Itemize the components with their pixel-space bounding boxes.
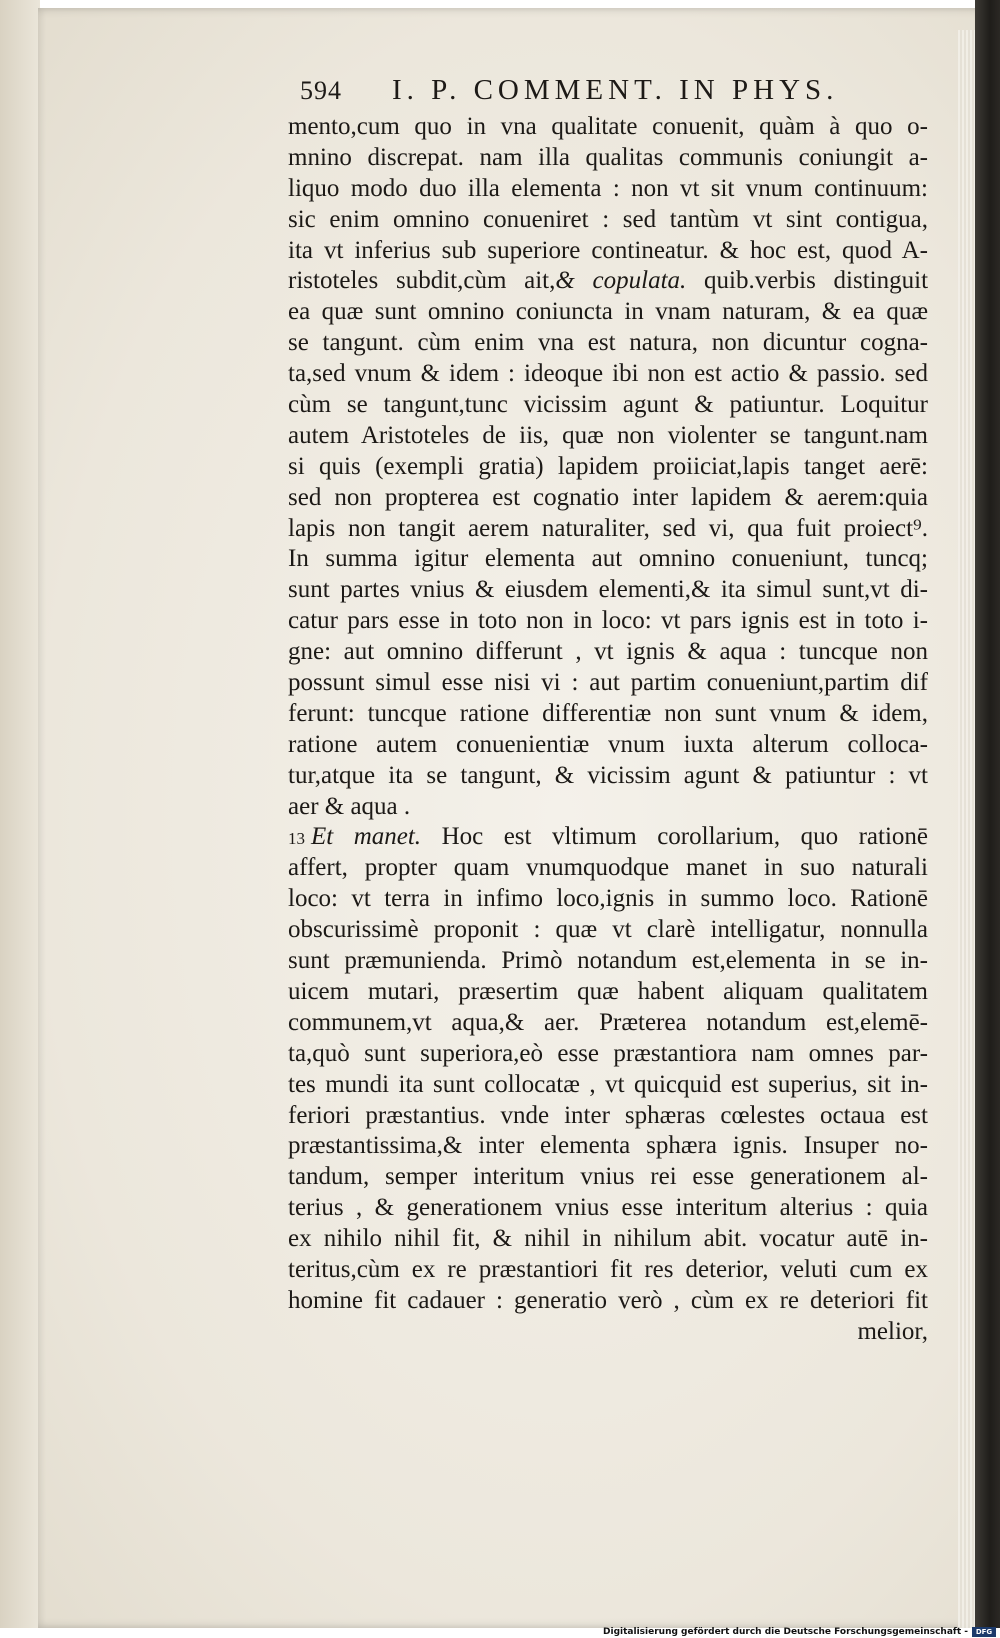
text-line: sunt præmunienda. Primò notandum est,elementa in se in- — [288, 947, 928, 975]
book-binding-edge — [975, 0, 1000, 1632]
text-line: sic enim omnino conueniret : sed tantùm vt sint contigua, — [288, 205, 928, 233]
text-line-with-lemma — [288, 822, 928, 853]
text-line: possunt simul esse nisi vi : aut partim conueniunt,partim dif — [288, 669, 928, 697]
text-line: cùm se tangunt,tunc vicissim agunt & patiuntur. Loquitur — [288, 391, 928, 419]
funding-credit: Digitalisierung gefördert durch die Deutsche Forschungsgemeinschaft - — [603, 1627, 968, 1637]
text-line: ita vt inferius sub superiore contineatur. & hoc est, quod A- — [288, 236, 928, 264]
text-line: teritus,cùm ex re præstantiori fit res deterior, veluti cum ex — [288, 1255, 928, 1283]
text-line: homine fit cadauer : generatio verò , cùm ex re deteriori fit — [288, 1286, 928, 1314]
text-line: In summa igitur elementa aut omnino conueniunt, tuncq; — [288, 545, 928, 573]
running-title: I. P. COMMENT. IN PHYS. — [392, 74, 839, 106]
text-line: ta,quò sunt superiora,eò esse præstantiora nam omnes par- — [288, 1039, 928, 1067]
text-line: sunt partes vnius & eiusdem elementi,& ita simul sunt,vt di- — [288, 576, 928, 604]
page-number: 594 — [300, 76, 342, 105]
text-line: ta,sed vnum & idem : ideoque ibi non est actio & passio. sed — [288, 360, 928, 388]
text-line: tes mundi ita sunt collocatæ , vt quicquid est superius, sit in- — [288, 1070, 928, 1098]
text-line: si quis (exempli gratia) lapidem proiiciat,lapis tanget aerē: — [288, 452, 928, 480]
text-line: ea quæ sunt omnino coniuncta in vnam naturam, & ea quæ — [288, 298, 928, 326]
text-line: præstantissima,& inter elementa sphæra ignis. Insuper no- — [288, 1132, 928, 1160]
section-number: 13 — [288, 829, 305, 849]
text-line: mento,cum quo in vna qualitate conuenit, quàm à quo o- — [288, 113, 928, 140]
quoted-lemma: & copulata. — [555, 267, 687, 295]
catchword: melior, — [857, 1317, 928, 1345]
body-text — [288, 112, 928, 1348]
text-line-part: quib.verbis distinguit — [704, 267, 929, 295]
text-line: ferunt: tuncque ratione differentiæ non sunt vnum & idem, — [288, 699, 928, 727]
text-line-part: ristoteles subdit,cùm ait, — [288, 267, 556, 295]
text-line: tur,atque ita se tangunt, & vicissim agunt & patiuntur : vt — [288, 761, 928, 789]
text-line: se tangunt. cùm enim vna est natura, non dicuntur cogna- — [288, 329, 928, 357]
text-line: ex nihilo nihil fit, & nihil in nihilum abit. vocatur autē in- — [288, 1225, 928, 1253]
dfg-logo: DFG — [972, 1627, 996, 1637]
text-line-part: Hoc est vltimum corollarium, quo rationē — [441, 823, 928, 851]
text-line: feriori præstantius. vnde inter sphæras cœlestes octaua est — [288, 1101, 928, 1129]
text-line: sed non propterea est cognatio inter lapidem & aerem:quia — [288, 483, 928, 511]
text-line: mnino discrepat. nam illa qualitas communis coniungit a- — [288, 143, 928, 171]
text-line: catur pars esse in toto non in loco: vt pars ignis est in toto i- — [288, 607, 928, 635]
text-line-with-quotation — [288, 266, 928, 297]
text-line: affert, propter quam vnumquodque manet in suo naturali — [288, 854, 928, 882]
text-line: autem Aristoteles de iis, quæ non violenter se tangunt.nam — [288, 421, 928, 449]
text-line: aer & aqua . — [288, 792, 411, 820]
text-line: lapis non tangit aerem naturaliter, sed vi, qua fuit proiect⁹. — [288, 514, 928, 542]
text-line: loco: vt terra in infimo loco,ignis in summo loco. Rationē — [288, 885, 928, 913]
running-header — [300, 74, 900, 114]
left-margin-shadow — [0, 0, 40, 1632]
text-line: obscurissimè proponit : quæ vt clarè intelligatur, nonnulla — [288, 916, 928, 944]
section-lemma: Et manet. — [311, 823, 422, 851]
text-line: uicem mutari, præsertim quæ habent aliquam qualitatem — [288, 977, 928, 1005]
text-line: terius , & generationem vnius esse interitum alterius : quia — [288, 1194, 928, 1222]
text-line: tandum, semper interitum vnius rei esse generationem al- — [288, 1163, 928, 1191]
text-line: liquo modo duo illa elementa : non vt sit vnum continuum: — [288, 174, 928, 202]
text-line: communem,vt aqua,& aer. Præterea notandum est,elemē- — [288, 1008, 928, 1036]
text-line: gne: aut omnino differunt , vt ignis & aqua : tuncque non — [288, 638, 928, 666]
text-line: ratione autem conuenientiæ vnum iuxta alterum colloca- — [288, 730, 928, 758]
